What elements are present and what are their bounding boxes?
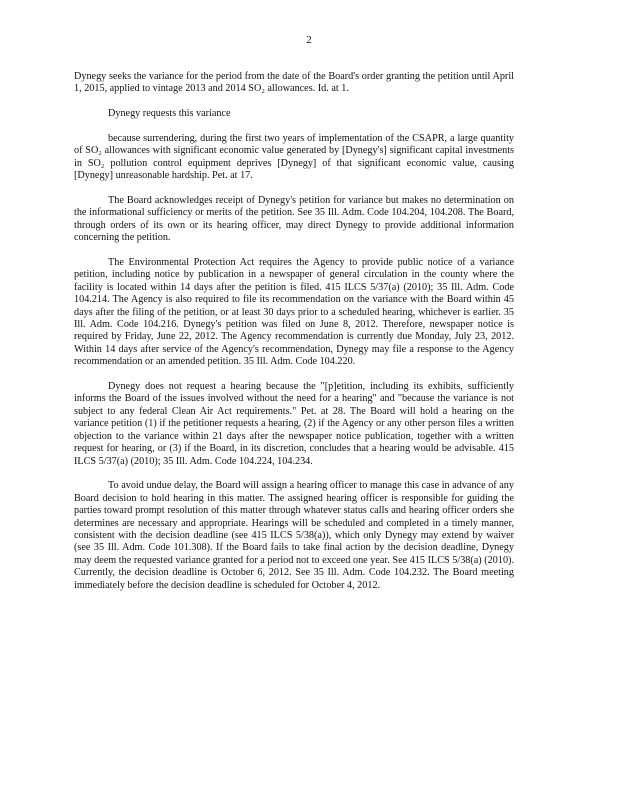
- paragraph-board-acknowledges: The Board acknowledges receipt of Dynegy's petition for variance but makes no determination on the informational sufficiency or merits of the petition. See 35 Ill. Adm. Code 104.204, 104.208. The Board, through orders of its own or its hearing officer, may direct Dynegy to provide additional information concerning the petition.: [74, 195, 514, 244]
- paragraph-public-notice: The Environmental Protection Act requires the Agency to provide public notice of a variance petition, including notice by publication in a newspaper of general circulation in the county where the facility is located within 14 days after the petition is filed. 415 ILCS 5/37(a) (2010); 35 Ill. Adm. Code 104.214. The Agency is also required to file its recommendation on the variance with the Board within 45 days after the filing of the petition, or at least 30 days prior to a scheduled hearing, whichever is earlier. 35 Ill. Adm. Code 104.216. Dynegy's petition was filed on June 8, 2012. Therefore, newspaper notice is required by Friday, June 22, 2012. The Agency recommendation is currently due Monday, July 23, 2012. Within 14 days after service of the Agency's recommendation, Dynegy may file a response to the Agency recommendation or an amended petition. 35 Ill. Adm. Code 104.220.: [74, 257, 514, 368]
- paragraph-hearing: Dynegy does not request a hearing because the "[p]etition, including its exhibits, sufficiently informs the Board of the issues involved without the need for a hearing" and "because the variance is not subject to any federal Clean Air Act requirements." Pet. at 28. The Board will hold a hearing on the variance petition (1) if the petitioner requests a hearing, (2) if the Agency or any other person files a written objection to the variance within 21 days after the newspaper notice publication, together with a written request for hearing, or (3) if the Board, in its discretion, concludes that a hearing would be advisable. 415 ILCS 5/37(a) (2010); 35 Ill. Adm. Code 104.224, 104.234.: [74, 381, 514, 467]
- paragraph-request-intro: Dynegy requests this variance: [108, 108, 231, 120]
- paragraph-hearing-officer: To avoid undue delay, the Board will assign a hearing officer to manage this case in advance of any Board decision to hold hearing in this matter. The assigned hearing officer is responsible for guiding the parties toward prompt resolution of this matter through whatever status calls and hearing officer orders she determines are necessary and appropriate. Hearings will be scheduled and completed in a timely manner, consistent with the decision deadline (see 415 ILCS 5/38(a)), which only Dynegy may extend by waiver (see 35 Ill. Adm. Code 101.308). If the Board fails to take final action by the decision deadline, Dynegy may deem the requested variance granted for a period not to exceed one year. See 415 ILCS 5/38(a) (2010). Currently, the decision deadline is October 6, 2012. See 35 Ill. Adm. Code 104.232. The Board meeting immediately before the decision deadline is scheduled for October 4, 2012.: [74, 480, 514, 591]
- document-body: [74, 71, 514, 604]
- page-number: 2: [306, 34, 312, 46]
- block-quote-hardship: because surrendering, during the first two years of implementation of the CSAPR, a large quantity of SO₂ allowances with significant economic value generated by [Dynegy's] significant capital investments in SO₂ pollution control equipment deprives [Dynegy] of that significant economic value, causing [Dynegy] unreasonable hardship. Pet. at 17.: [74, 133, 514, 182]
- paragraph-variance-period: Dynegy seeks the variance for the period from the date of the Board's order granting the petition until April 1, 2015, applied to vintage 2013 and 2014 SO₂ allowances. Id. at 1.: [74, 71, 514, 95]
